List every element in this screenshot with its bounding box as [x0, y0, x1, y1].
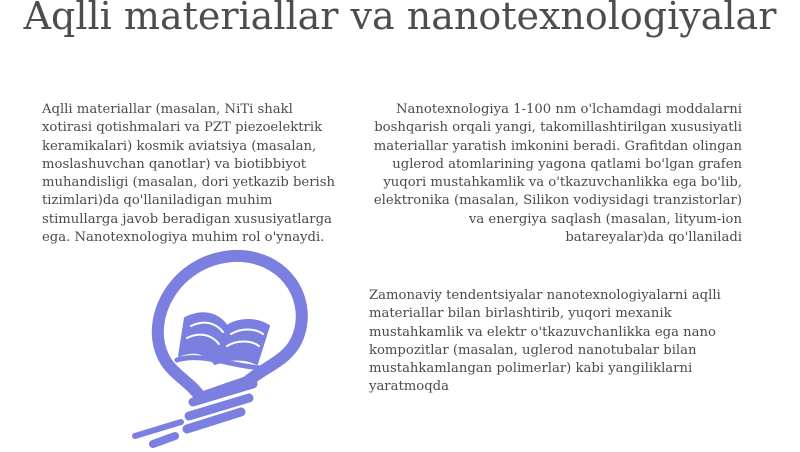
- slide-title: Aqlli materiallar va nanotexnologiyalar: [23, 0, 777, 38]
- paragraph-modern-trends: Zamonaviy tendentsiyalar nanotexnologiyalarni aqlli materiallar bilan birlashtirib, yuqori mexanik mustahkamlik va elektr o'tkazuvchanlikka ega nano kompozitlar (masalan, uglerod nanotubalar bilan mustahkamlangan polimerlar) kabi yangiliklarni yaratmoqda: [369, 288, 721, 395]
- paragraph-smart-materials: Aqlli materiallar (masalan, NiTi shakl xotirasi qotishmalari va PZT piezoelektrik keramikalari) kosmik aviatsiya (masalan, moslashuvchan qanotlar) va biotibbiyot muhandisligi (masalan, dori yetkazib berish tizimlari)da qo'llaniladigan muhim stimullarga javob beradigan xususiyatlarga ega. Nanotexnologiya muhim rol o'ynaydi.: [42, 102, 335, 246]
- paragraph-nanotechnology: Nanotexnologiya 1-100 nm o'lchamdagi moddalarni boshqarish orqali yangi, takomillashtirilgan xususiyatli materiallar yaratish imkonini beradi. Grafitdan olingan uglerod atomlarining yagona qatlami bo'lgan grafen yuqori mustahkamlik va o'tkazuvchanlikka ega bo'lib, elektronika (masalan, Silikon vodiysidagi tranzistorlar) va energiya saqlash (masalan, lityum-ion batareyalar)da qo'llaniladi: [373, 102, 742, 246]
- lightbulb-book-icon: [115, 248, 325, 448]
